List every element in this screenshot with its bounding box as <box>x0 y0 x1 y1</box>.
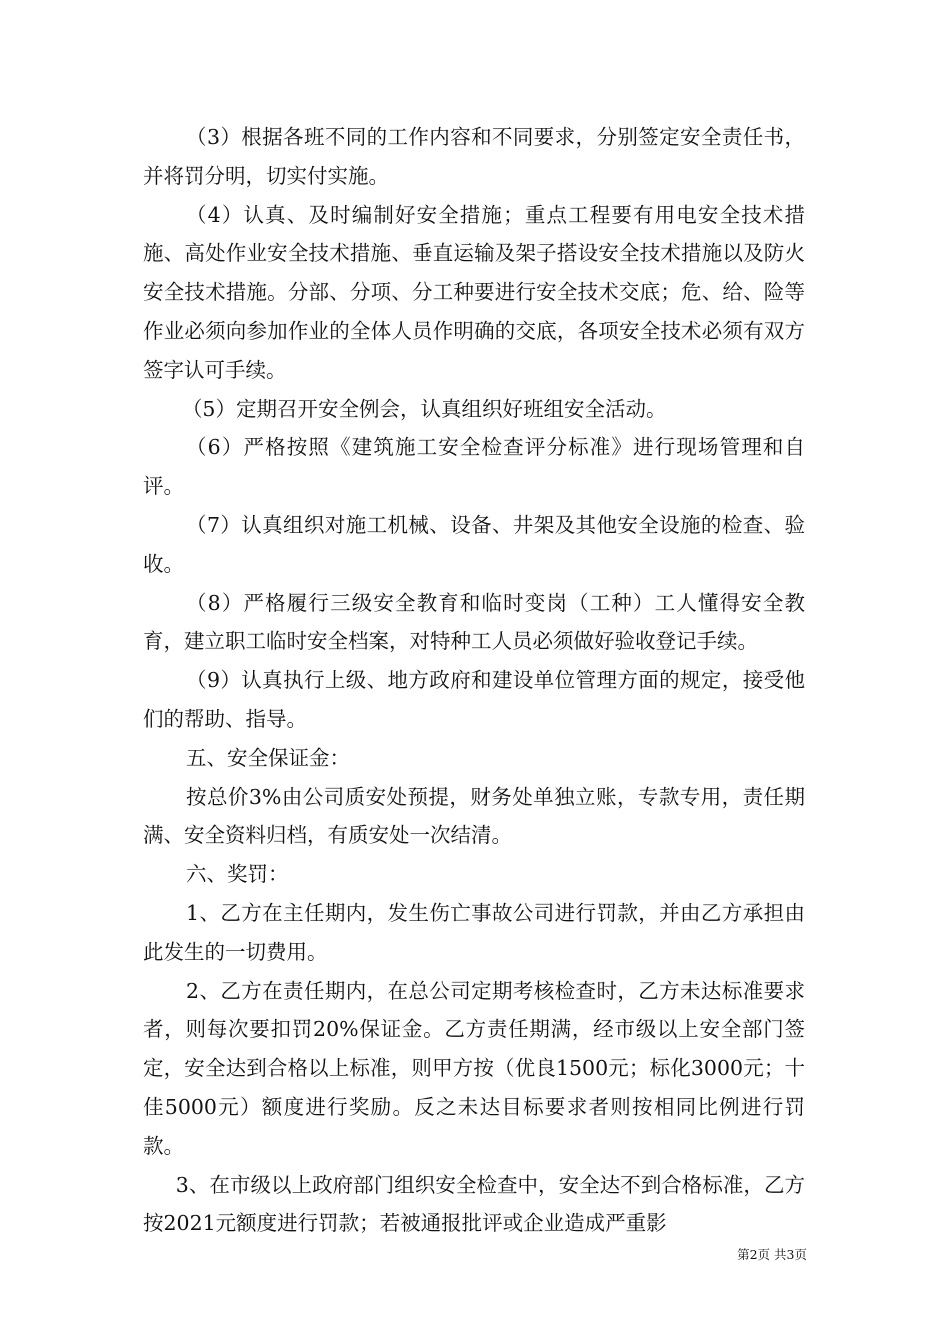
paragraph-reward-1: 1、乙方在主任期内，发生伤亡事故公司进行罚款，并由乙方承担由此发生的一切费用。 <box>143 900 805 964</box>
paragraph-item-5: （5）定期召开安全例会，认真组织好班组安全活动。 <box>181 396 667 421</box>
paragraph-item-7: （7）认真组织对施工机械、设备、井架及其他安全设施的检查、验收。 <box>143 512 805 576</box>
paragraph-item-3: （3）根据各班不同的工作内容和不同要求，分别签定安全责任书，并将罚分明，切实付实施。 <box>143 125 805 188</box>
section-heading-rewards: 六、奖罚： <box>186 862 289 887</box>
paragraph-reward-2: 2、乙方在责任期内，在总公司定期考核检查时，乙方未达标准要求者，则每次要扣罚20%保证金。乙方责任期满，经市级以上安全部门签定，安全达到合格以上标准，则甲方按（优良1500元；标化3000元；十佳5000元）额度进行奖励。反之未达目标要求者则按相同比例进行罚款。 <box>143 978 805 1158</box>
section-heading-deposit: 五、安全保证金： <box>186 745 351 770</box>
paragraph-item-8: （8）严格履行三级安全教育和临时变岗（工种）工人懂得安全教育，建立职工临时安全档案，对特种工人员必须做好验收登记手续。 <box>143 590 805 654</box>
document-body <box>143 118 805 1243</box>
paragraph-item-9: （9）认真执行上级、地方政府和建设单位管理方面的规定，接受他们的帮助、指导。 <box>143 668 805 731</box>
page-indicator: 第2页 共3页 <box>737 1247 807 1262</box>
paragraph-reward-3: 3、在市级以上政府部门组织安全检查中，安全达不到合格标准，乙方按2021元额度进行罚款；若被通报批评或企业造成严重影 <box>143 1172 805 1236</box>
paragraph-item-6: （6）严格按照《建筑施工安全检查评分标准》进行现场管理和自评。 <box>143 435 805 499</box>
paragraph-item-4: （4）认真、及时编制好安全措施；重点工程要有用电安全技术措施、高处作业安全技术措施、垂直运输及架子搭设安全技术措施以及防火安全技术措施。分部、分项、分工种要进行安全技术交底；危、给、险等作业必须向参加作业的全体人员作明确的交底，各项安全技术必须有双方签字认可手续。 <box>143 202 805 382</box>
paragraph-deposit: 按总价3%由公司质安处预提，财务处单独立账，专款专用，责任期满、安全资料归档，有质安处一次结清。 <box>143 784 805 848</box>
